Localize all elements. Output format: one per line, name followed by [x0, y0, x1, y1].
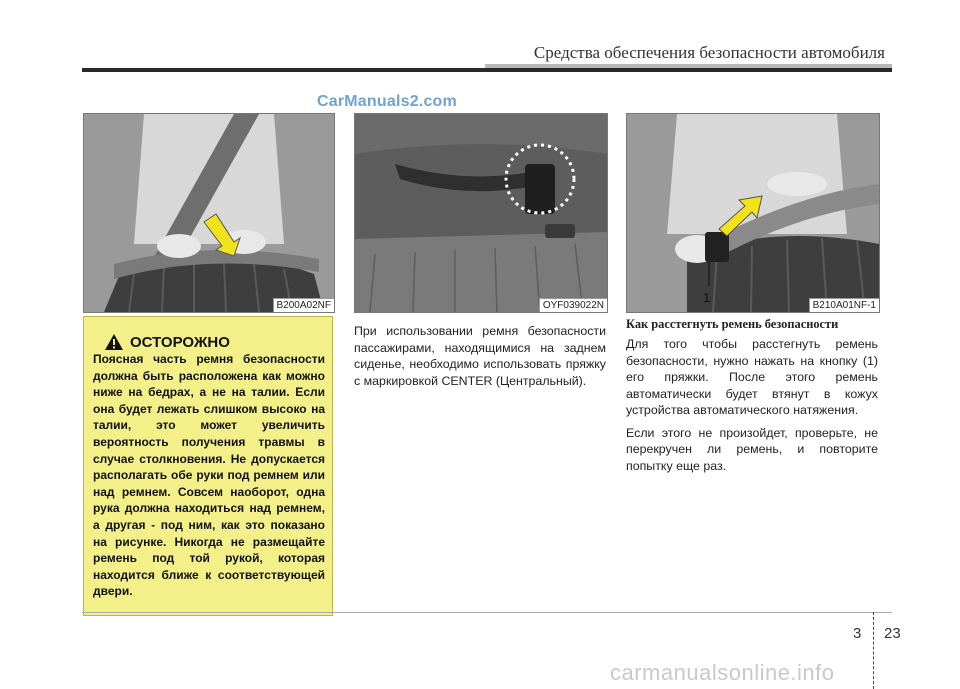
release-belt-heading: Как расстегнуть ремень безопасности [626, 317, 839, 331]
center-buckle-paragraph [354, 323, 606, 395]
illustration-release-buckle [627, 114, 879, 312]
callout-number: 1 [703, 290, 711, 305]
figure-code: B200A02NF [273, 298, 334, 312]
footer-watermark: carmanualsonline.info [610, 660, 835, 685]
illustration-lap-belt [84, 114, 334, 312]
header-rule [82, 68, 892, 72]
release-belt-paragraph-2: Если этого не произойдет, проверьте, не перекручен ли ремень, и повторите попытку еще раз. [626, 425, 878, 473]
page-number: 23 [884, 625, 901, 642]
figure-code: OYF039022N [539, 298, 607, 312]
warning-box [83, 316, 333, 616]
watermark-link[interactable]: CarManuals2.com [317, 93, 457, 110]
warning-triangle-icon [104, 333, 124, 351]
figure-code: B210A01NF-1 [809, 298, 879, 312]
warning-title: ОСТОРОЖНО [130, 333, 230, 351]
figure-lap-belt [83, 113, 335, 313]
release-belt-body [626, 336, 878, 480]
center-buckle-text: При использовании ремня безопасности пассажирами, находящимися на заднем сиденье, необходимо использовать пряжку с маркировкой CENTER (Центральный). [354, 324, 606, 388]
header-title: Средства обеспечения безопасности автомобиля [533, 43, 885, 62]
footer-rule [82, 612, 892, 613]
illustration-center-buckle [355, 114, 607, 312]
warning-header [104, 333, 230, 351]
warning-text: Поясная часть ремня безопасности должна быть расположена как можно ниже на бедрах, а не на талии. Если она будет лежать слишком высоко на талии, это может увеличить вероятность получения травмы в случае столкновения. Не допускается располагать обе руки под ремнем или над ремнем. Совсем наоборот, одна рука должна находиться над ремнем, а другая - под ним, как это показано на рисунке. Никогда не размещайте ремень под той рукой, которая находится ближе к соответствующей двери. [93, 352, 325, 599]
footer-divider [873, 612, 874, 689]
chapter-number: 3 [853, 625, 862, 642]
figure-release-buckle [626, 113, 880, 313]
release-belt-paragraph-1: Для того чтобы расстегнуть ремень безопасности, нужно нажать на кнопку (1) его пряжки. После этого ремень автоматически будет втянут в кожух устройства автоматического натяжения. [626, 337, 878, 417]
figure-center-buckle [354, 113, 608, 313]
